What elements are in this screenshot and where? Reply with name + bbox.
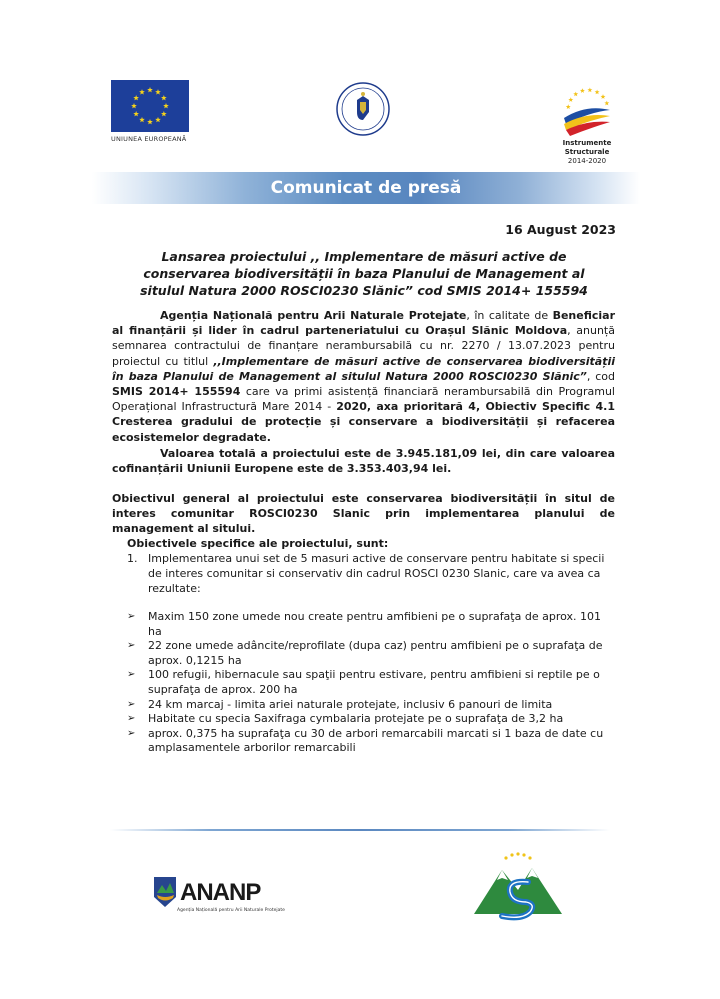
arrow-bullet-icon: ➢: [127, 713, 136, 725]
objective-number: 1.: [127, 552, 138, 565]
anap-wordmark: ANANP: [180, 879, 261, 906]
paragraph-announcement: Agenția Națională pentru Arii Naturale Protejate, în calitate de Beneficiar al finanțării și lider în cadrul parteneriatului cu Orașul Slănic Moldova, anunță semnarea contractului de finanțare nerambursabilă cu nr. 2270 / 13.07.2023 pentru proiectul cu titlul ,,Implementare de măsuri active de conservarea biodiversității în baza Planului de Management al situlul Natura 2000 ROSCI0230 Slănic”, cod SMIS 2014+ 155594 care va primi asistență financiară nerambursabilă din Programul Operațional Infrastructură Mare 2014 - 2020, axa prioritară 4, Obiectiv Specific 4.1 Cresterea gradului de protecție și conservare a biodiversității și refacerea ecosistemelor degradate.: [112, 309, 616, 444]
beneficiary-text: Beneficiar al finanțării și lider în cadrul parteneriatului cu Orașul Slănic Moldova: [112, 309, 616, 338]
project-title: ,,Implementare de măsuri active de conservarea biodiversității în baza Planului de Management al situlul Natura 2000 ROSCI0230 Slănic”: [112, 354, 615, 383]
anap-logo: [152, 873, 282, 913]
arrow-bullet-icon: ➢: [127, 669, 136, 681]
list-item: ➢ 22 zone umede adâncite/reprofilate (dupa caz) pentru amfibieni pe o suprafaţa de aprox. 0,1215 ha: [127, 639, 603, 667]
mountain-logo: [472, 850, 564, 926]
anap-caption: Agenția Națională pentru Arii Naturale Protejate: [177, 908, 285, 913]
is-star: [587, 87, 592, 92]
government-seal-icon: [336, 82, 390, 136]
arrow-bullet-icon: ➢: [127, 611, 136, 622]
arrow-bullet-icon: ➢: [127, 640, 136, 652]
list-item: ➢ aprox. 0,375 ha suprafaţa cu 30 de arbori remarcabili marcati si 1 baza de date cu amplasamentele arborilor remarcabili: [127, 726, 604, 755]
paragraph-value: Valoarea totală a proiectului este de 3.945.181,09 lei, din care valoarea cofinanțării Uniunii Europene este de 3.353.403,94 lei.: [112, 447, 615, 476]
is-star: [580, 88, 585, 93]
list-item: ➢ 24 km marcaj - limita ariei naturale protejate, inclusiv 6 panouri de limita: [127, 697, 553, 711]
paragraph-general-objective: Obiectivul general al proiectului este conservarea biodiversității în situl de interes comunitar ROSCI0230 Slanic prin implementarea planului de management al sitului.: [112, 492, 615, 536]
is-caption-years: 2014-2020: [567, 157, 607, 165]
is-star: [568, 97, 573, 102]
is-caption-title: Instrumente Structurale: [562, 139, 612, 156]
arrow-bullet-icon: ➢: [127, 698, 136, 710]
results-list: [127, 610, 615, 756]
agency-name: Agenția Națională pentru Arii Naturale Protejate: [160, 309, 467, 322]
is-star: [604, 101, 609, 106]
objective-item: [127, 551, 615, 597]
is-star: [566, 104, 571, 109]
list-item: ➢ Habitate cu specia Saxifraga cymbalaria protejate pe o suprafaţa de 3,2 ha: [127, 712, 564, 726]
list-item: ➢ Maxim 150 zone umede nou create pentru amfibieni pe o suprafaţa de aprox. 101 ha: [127, 610, 601, 638]
smis-code: SMIS 2014+ 155594: [112, 385, 241, 399]
priority-axis: 2020, axa prioritară 4, Obiectiv Specific 4.1 Cresterea gradului de protecție și conservare a biodiversității și refacerea ecosistemelor degradate.: [112, 400, 615, 444]
objectives-title: Obiectivele specifice ale proiectului, sunt:: [127, 537, 389, 550]
is-star: [595, 90, 600, 95]
release-date: 16 August 2023: [505, 222, 616, 237]
list-item: ➢ 100 refugii, hibernacule sau spaţii pentru estivare, pentru amfibieni si reptile pe o suprafaţa de aprox. 200 ha: [127, 668, 600, 696]
instrumente-structurale-logo: [556, 80, 616, 140]
headline: Lansarea proiectului ,, Implementare de măsuri active de conservarea biodiversității în baza Planului de Management al situlul Natura 2000 ROSCI0230 Slănic” cod SMIS 2014+ 155594: [140, 249, 588, 298]
eu-caption: UNIUNEA EUROPEANĂ: [111, 135, 187, 143]
eu-flag-icon: [111, 80, 189, 132]
is-star: [601, 94, 606, 99]
objective-text: Implementarea unui set de 5 masuri active de conservare pentru habitate si specii de interes comunitar si conservativ din cadrul ROSCI 0230 Slanic, care va avea ca rezultate:: [148, 552, 605, 596]
instrumente-structurale-caption: [540, 139, 634, 166]
banner-title: Comunicat de presă: [270, 178, 462, 198]
footer-divider: [110, 829, 610, 831]
is-star: [573, 92, 578, 97]
arrow-bullet-icon: ➢: [127, 727, 136, 739]
